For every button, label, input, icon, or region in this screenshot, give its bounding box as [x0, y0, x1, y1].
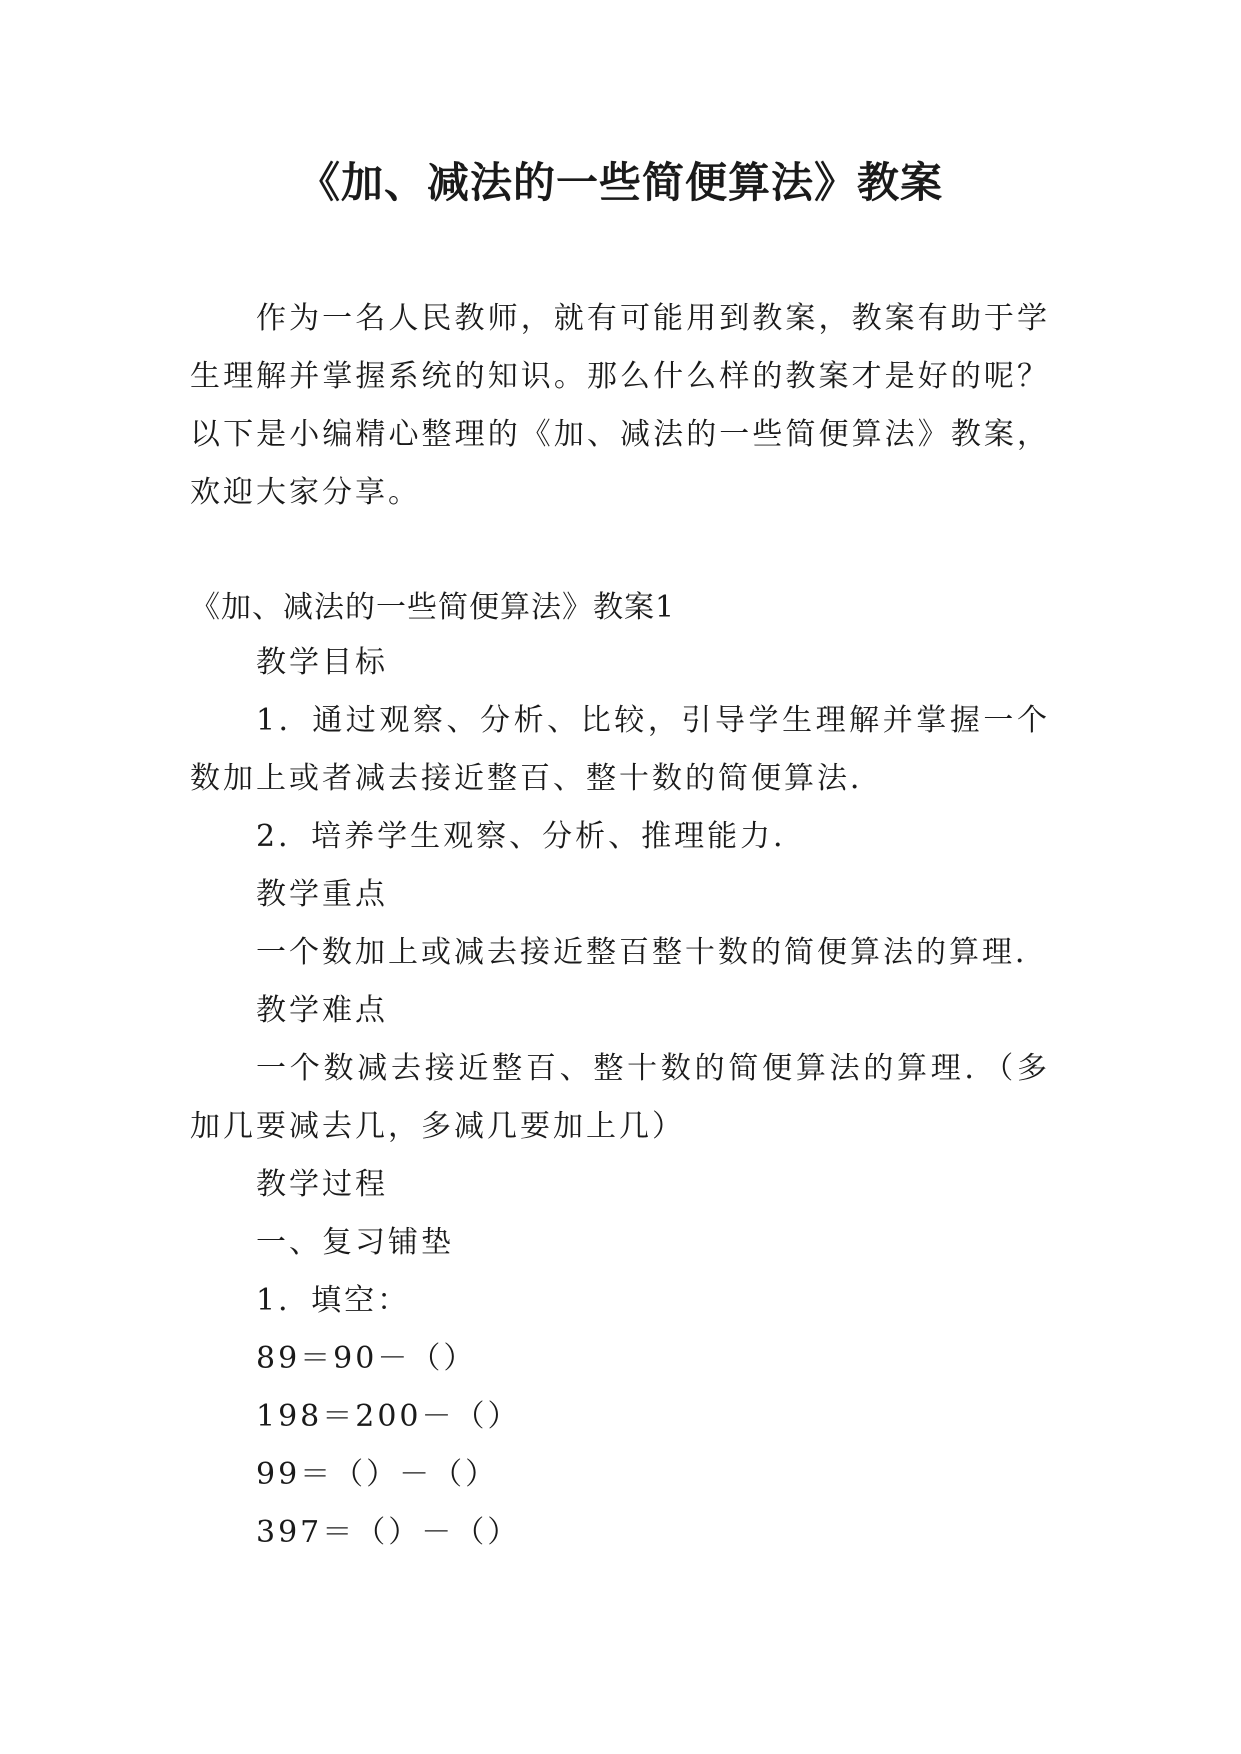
intro-paragraph: 作为一名人民教师，就有可能用到教案，教案有助于学生理解并掌握系统的知识。那么什么样的教案才是好的呢？以下是小编精心整理的《加、减法的一些简便算法》教案，欢迎大家分享。 [190, 301, 1050, 510]
paragraph-process-heading: 教学过程 [256, 1167, 388, 1202]
paragraph-exercise-1: 89＝90－（） [256, 1341, 477, 1376]
paragraph-review-heading: 一、复习铺垫 [256, 1225, 454, 1260]
paragraph-exercise-2: 198＝200－（） [256, 1399, 521, 1434]
paragraph-goal-2: 2．培养学生观察、分析、推理能力． [256, 819, 807, 854]
paragraph-difficulties: 一个数减去接近整百、整十数的简便算法的算理．（多加几要减去几，多减几要加上几） [190, 1051, 1050, 1144]
paragraph-exercise-4: 397＝（）－（） [256, 1515, 521, 1550]
document-title: 《加、减法的一些简便算法》教案 [297, 158, 943, 207]
paragraph-goal-1: 1．通过观察、分析、比较，引导学生理解并掌握一个数加上或者减去接近整百、整十数的简便算法． [190, 703, 1050, 796]
section-heading: 《加、减法的一些简便算法》教案1 [190, 590, 676, 625]
paragraph-key-points: 一个数加上或减去接近整百整十数的简便算法的算理． [256, 935, 1048, 970]
paragraph-teaching-goals-heading: 教学目标 [256, 645, 388, 680]
paragraph-difficulties-heading: 教学难点 [256, 993, 388, 1028]
paragraph-fill-blank-heading: 1．填空： [256, 1283, 411, 1318]
paragraph-exercise-3: 99＝（）－（） [256, 1457, 499, 1492]
paragraph-key-points-heading: 教学重点 [256, 877, 388, 912]
lesson-content [190, 634, 1050, 1562]
